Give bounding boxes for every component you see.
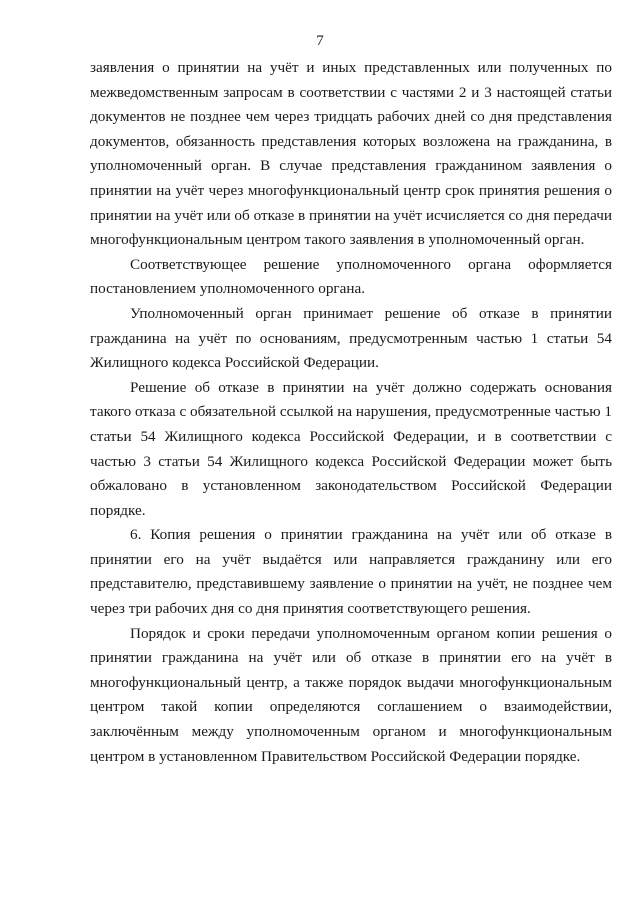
document-body [90,56,612,769]
paragraph-5: 6. Копия решения о принятии гражданина на учёт или об отказе в принятии его на учёт выдаётся или направляется гражданину или его представителю, представившему заявление о принятии на учёт, не позднее чем через три рабочих дня со дня принятия соответствующего решения. [90,526,612,618]
paragraph-6: Порядок и сроки передачи уполномоченным органом копии решения о принятии гражданина на учёт или об отказе в принятии его на учёт в многофункциональный центр, а также порядок выдачи многофункциональным центром такой копии определяются соглашением о взаимодействии, заключённым между уполномоченным органом и многофункциональным центром в установленном Правительством Российской Федерации порядке. [90,624,612,765]
paragraph-2: Соответствующее решение уполномоченного органа оформляется постановлением уполномоченного органа. [90,255,612,298]
page-number: 7 [316,33,324,49]
paragraph-3: Уполномоченный орган принимает решение об отказе в принятии гражданина на учёт по основаниям, предусмотренным частью 1 статьи 54 Жилищного кодекса Российской Федерации. [90,304,612,372]
paragraph-4: Решение об отказе в принятии на учёт должно содержать основания такого отказа с обязательной ссылкой на нарушения, предусмотренные частью 1 статьи 54 Жилищного кодекса Российской Федерации, и в соответствии с частью 3 статьи 54 Жилищного кодекса Российской Федерации может быть обжаловано в установленном законодательством Российской Федерации порядке. [90,378,612,519]
paragraph-1: заявления о принятии на учёт и иных представленных или полученных по межведомственным запросам в соответствии с частями 2 и 3 настоящей статьи документов не позднее чем через тридцать рабочих дней со дня представления документов, обязанность представления которых возложена на гражданина, в уполномоченный орган. В случае представления гражданином заявления о принятии на учёт через многофункциональный центр срок принятия решения о принятии на учёт или об отказе в принятии на учёт исчисляется со дня передачи многофункциональным центром такого заявления в уполномоченный орган. [90,59,612,249]
